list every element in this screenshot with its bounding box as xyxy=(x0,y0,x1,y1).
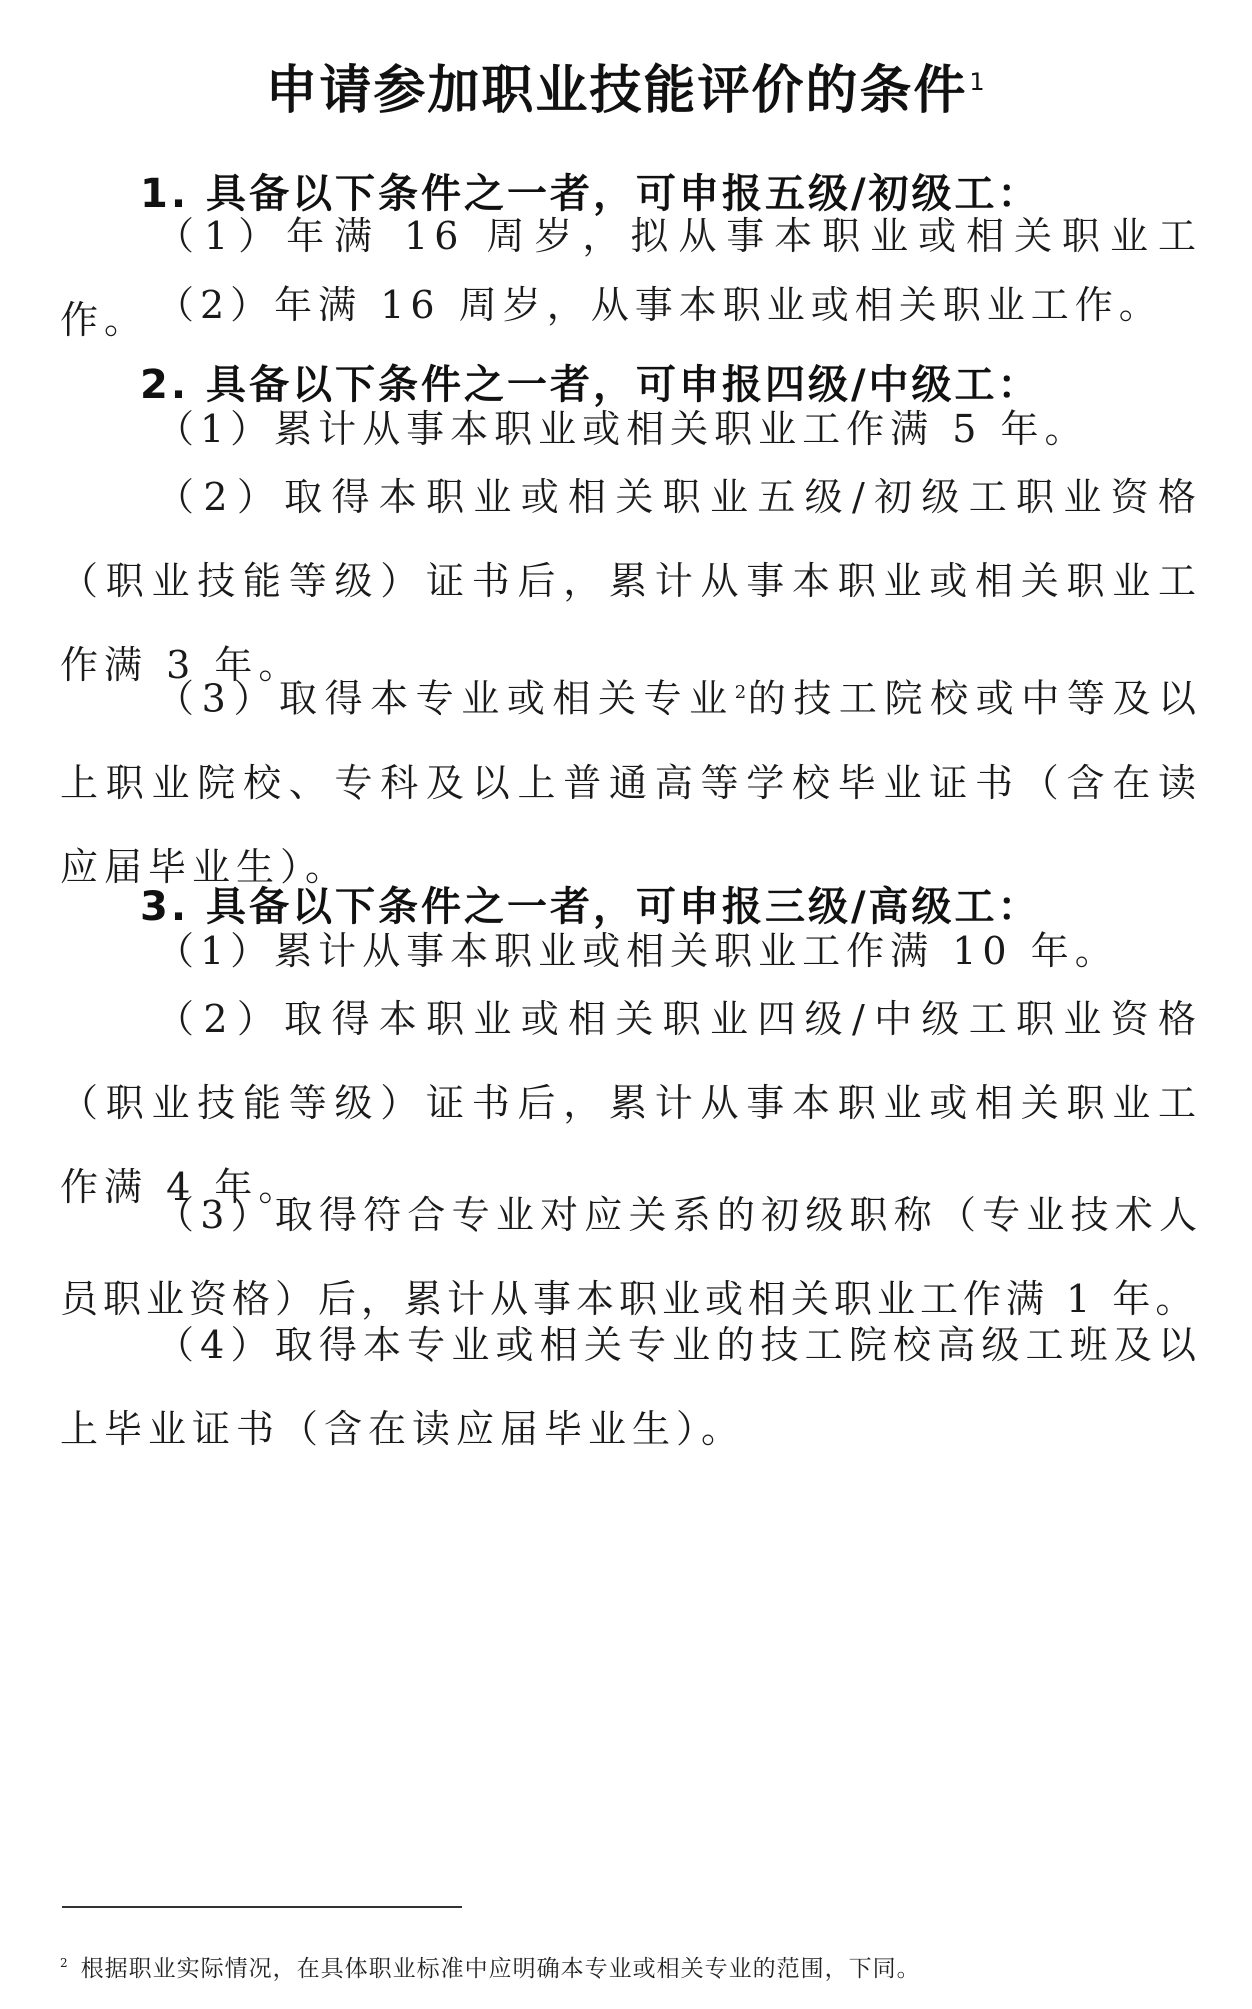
section-3-item-3: （3）取得符合专业对应关系的初级职称（专业技术人员职业资格）后，累计从事本职业或相关职业工作满 1 年。 xyxy=(60,1193,1202,1321)
section-3-item-1: （1）累计从事本职业或相关职业工作满 10 年。 xyxy=(156,929,1119,973)
footnote xyxy=(60,1950,1210,1983)
footnote-divider xyxy=(62,1906,462,1908)
section-3-item-4: （4）取得本专业或相关专业的技工院校高级工班及以上毕业证书（含在读应届毕业生）。 xyxy=(60,1323,1202,1451)
footnote-text: 根据职业实际情况，在具体职业标准中应明确本专业或相关专业的范围，下同。 xyxy=(80,1956,921,1982)
section-2-item-1: （1）累计从事本职业或相关职业工作满 5 年。 xyxy=(156,407,1089,451)
section-1-item-2: （2）年满 16 周岁，从事本职业或相关职业工作。 xyxy=(156,283,1163,327)
section-3-item-2: （2）取得本职业或相关职业四级/中级工职业资格（职业技能等级）证书后，累计从事本职业或相关职业工作满 4 年。 xyxy=(60,997,1202,1209)
footnote-ref-2: 2 xyxy=(734,682,747,703)
section-1-item-1: （1）年满 16 周岁，拟从事本职业或相关职业工作。 xyxy=(60,214,1202,342)
section-2-item-3-after: 的技工院校或中等及以上职业院校、专科及以上普通高等学校毕业证书（含在读应届毕业生）。 xyxy=(60,676,1202,889)
section-1-heading: 1. 具备以下条件之一者，可申报五级/初级工： xyxy=(140,171,1041,217)
section-2-item-3 xyxy=(60,651,1202,909)
section-3-heading: 3. 具备以下条件之一者，可申报三级/高级工： xyxy=(140,884,1041,930)
title-footnote-ref: 1 xyxy=(969,67,987,96)
section-2-item-2: （2）取得本职业或相关职业五级/初级工职业资格（职业技能等级）证书后，累计从事本职业或相关职业工作满 3 年。 xyxy=(60,475,1202,687)
footnote-marker: 2 xyxy=(60,1956,69,1971)
section-2-item-3-before: （3）取得本专业或相关专业 xyxy=(156,676,735,721)
section-2-heading: 2. 具备以下条件之一者，可申报四级/中级工： xyxy=(140,362,1041,408)
page-title xyxy=(0,48,1252,123)
title-text: 申请参加职业技能评价的条件 xyxy=(265,61,968,121)
